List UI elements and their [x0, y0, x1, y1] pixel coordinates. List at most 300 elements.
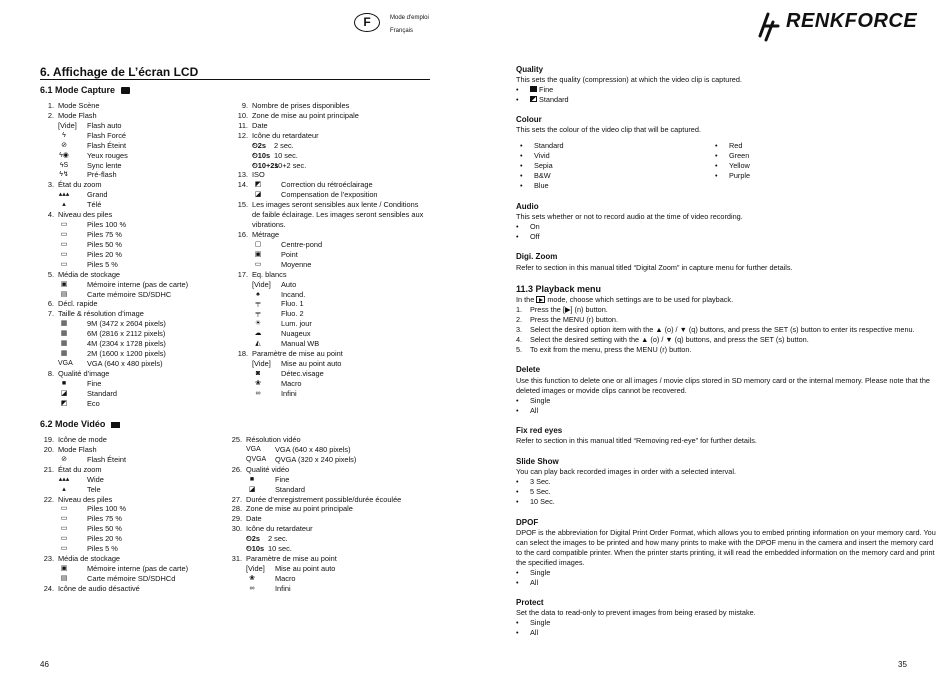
item-number: 6. [47, 299, 54, 309]
bullet-text: Yellow [729, 161, 750, 170]
setting-icon: ▭ [254, 260, 262, 268]
list-item [228, 504, 428, 514]
item-text: Nuageux [281, 329, 311, 339]
setting-icon: ◩ [254, 181, 262, 189]
timer-icon: ⏲2s [252, 140, 266, 150]
dpof-text-line: the specified images. [516, 558, 585, 567]
bullet-text: 10 Sec. [530, 497, 555, 506]
list-item [234, 230, 426, 240]
list-item [40, 260, 220, 270]
step-number: 5. [516, 345, 523, 354]
delete-heading: Delete [516, 365, 541, 374]
setting-icon: ▴ [62, 485, 66, 493]
item-number: 5. [47, 269, 54, 279]
list-item [40, 151, 220, 161]
item-text: Mise au point auto [281, 358, 342, 368]
setting-icon: ■ [61, 379, 67, 387]
setting-icon: ▭ [60, 545, 68, 553]
list-item [40, 101, 220, 111]
item-text: Incand. [281, 289, 306, 299]
item-text: Compensation de l’exposition [281, 190, 378, 200]
item-text: Télé [87, 200, 102, 210]
item-text: Tele [87, 484, 101, 494]
item-text: Infini [275, 583, 291, 593]
setting-icon: ∞ [255, 389, 261, 397]
item-text: 6M (2816 x 2112 pixels) [87, 329, 166, 339]
bullet-text: Blue [534, 181, 549, 190]
list-item [228, 544, 428, 554]
setting-icon: VGA [246, 445, 261, 453]
bullet-text: Single [530, 618, 551, 627]
list-item [228, 534, 428, 544]
item-number: 3. [47, 180, 54, 190]
bullet-text: All [530, 628, 539, 637]
bullet-mark: • [516, 618, 519, 627]
setting-icon: ◭ [255, 340, 261, 348]
delete-text-line1: Use this function to delete one or all images / movie clips stored in SD memory card or the internal memory. Please note that the [516, 376, 930, 385]
list-item [234, 151, 426, 161]
item-text: 10 sec. [268, 544, 292, 554]
fine-icon [530, 86, 537, 92]
list-item [228, 445, 428, 455]
list-item [40, 240, 220, 250]
list-item [40, 445, 220, 455]
list-item [234, 131, 426, 141]
item-text: Média de stockage [58, 554, 121, 564]
setting-icon: ■ [249, 475, 255, 483]
page-number-left: 46 [40, 660, 49, 669]
list-item [234, 329, 426, 339]
item-text: Point [281, 249, 298, 259]
list-item [40, 190, 220, 200]
item-number: 20. [43, 444, 54, 454]
item-text: Mise au point auto [275, 563, 336, 573]
item-text: 10 sec. [274, 150, 298, 160]
setting-icon: ▦ [60, 350, 68, 358]
setting-icon: ▭ [60, 505, 68, 513]
item-text: Carte mémoire SD/SDHCd [87, 573, 176, 583]
list-item [234, 200, 426, 210]
setting-icon: ▴▴▴ [58, 475, 70, 483]
item-text: Fine [275, 474, 290, 484]
page-number-right: 35 [898, 660, 907, 669]
step-number: 1. [516, 305, 523, 314]
list-item [228, 584, 428, 594]
list-item [40, 309, 220, 319]
step-number: 3. [516, 325, 523, 334]
camera-icon [121, 87, 130, 94]
item-text: Piles 5 % [87, 259, 118, 269]
setting-icon: ϟS [59, 161, 69, 169]
step-text: Select the desired option item with the ▲ (o) / ▼ (q) buttons, and press the SET (s) button to enter its respective menu. [530, 325, 915, 334]
list-item [228, 524, 428, 534]
setting-icon: ❀ [249, 574, 255, 582]
setting-icon: ▦ [60, 340, 68, 348]
list-item [228, 514, 428, 524]
item-text: Les images seront sensibles aux lente / Conditions [252, 200, 419, 210]
setting-icon: ▭ [60, 230, 68, 238]
item-number: 19. [43, 435, 54, 444]
item-number: 10. [237, 110, 248, 120]
list-item [234, 111, 426, 121]
bullet-mark: • [520, 181, 523, 190]
setting-icon: ♠ [256, 290, 260, 298]
list-item [40, 514, 220, 524]
item-text: Yeux rouges [87, 150, 128, 160]
item-text: Flash auto [87, 120, 122, 130]
list-item [234, 190, 426, 200]
setting-icon: VGA [58, 359, 73, 367]
setting-icon: ◪ [60, 389, 68, 397]
item-number: 24. [43, 583, 54, 593]
item-text: Détec.visage [281, 368, 324, 378]
step-text: To exit from the menu, press the MENU (r) button. [530, 345, 692, 354]
item-text: de faible éclairage. Les images seront sensibles aux [252, 210, 424, 220]
step-number: 4. [516, 335, 523, 344]
list-item [40, 485, 220, 495]
item-text: Wide [87, 474, 104, 484]
list-item [234, 121, 426, 131]
item-text: Centre-pond [281, 239, 323, 249]
setting-icon: ▢ [254, 240, 262, 248]
redeye-heading: Fix red eyes [516, 426, 563, 435]
item-text: Piles 50 % [87, 239, 122, 249]
sub-label: [Vide] [246, 563, 265, 573]
bullet-mark: • [520, 171, 523, 180]
list-item [40, 534, 220, 544]
setting-icon: ╤ [255, 300, 261, 308]
list-item [40, 524, 220, 534]
bullet-text: All [530, 578, 539, 587]
setting-icon: ◪ [248, 485, 256, 493]
setting-icon: ◩ [60, 399, 68, 407]
list-item [234, 240, 426, 250]
item-number: 2. [47, 110, 54, 120]
list-item [40, 210, 220, 220]
item-text: Standard [87, 388, 117, 398]
item-text: Mode Flash [58, 110, 97, 120]
list-item [234, 359, 426, 369]
list-item [40, 141, 220, 151]
item-text: Lum. jour [281, 319, 312, 329]
item-number: 4. [47, 210, 54, 220]
item-text: 4M (2304 x 1728 pixels) [87, 339, 166, 349]
step-number: 2. [516, 315, 523, 324]
bullet-mark: • [516, 232, 519, 241]
item-text: Carte mémoire SD/SDHC [87, 289, 172, 299]
item-text: Icône du retardateur [246, 524, 313, 534]
item-number: 26. [231, 464, 242, 474]
item-text: Mémoire interne (pas de carte) [87, 563, 189, 573]
setting-icon: ▭ [60, 260, 68, 268]
protect-heading: Protect [516, 598, 544, 607]
setting-icon: ❀ [255, 379, 261, 387]
item-text: Icône de mode [58, 435, 107, 444]
setting-icon: ∞ [249, 584, 255, 592]
bullet-text: On [530, 222, 540, 231]
item-text: Eq. blancs [252, 269, 287, 279]
setting-icon: ◪ [254, 191, 262, 199]
bullet-text: 5 Sec. [530, 487, 551, 496]
setting-icon: ☀ [254, 320, 262, 328]
list-item [40, 369, 220, 379]
list-item [40, 504, 220, 514]
quality-text: This sets the quality (compression) at which the video clip is captured. [516, 75, 742, 84]
item-text: Paramètre de mise au point [252, 349, 343, 359]
item-number: 29. [231, 514, 242, 524]
item-text: Correction du rétroéclairage [281, 180, 373, 190]
item-text: Piles 100 % [87, 220, 127, 230]
brand-logo-text: RENKFORCE [786, 10, 918, 32]
video-list-left [40, 435, 220, 594]
header-language-label: Français [390, 28, 414, 34]
timer-icon: ⏲10s [252, 150, 271, 160]
zoom-heading: Digi. Zoom [516, 252, 558, 261]
bullet-mark: • [520, 141, 523, 150]
slideshow-text: You can play back recorded images in order with a selected interval. [516, 467, 736, 476]
setting-icon: ◙ [255, 369, 261, 377]
dpof-text-line: DPOF is the abbreviation for Digital Print Order Format, which allows you to embed printing information on your memory card. You [516, 528, 936, 537]
setting-icon: ▤ [60, 290, 68, 298]
sub-label: [Vide] [58, 120, 77, 130]
item-number: 15. [237, 200, 248, 210]
sub-label: [Vide] [252, 358, 271, 368]
bullet-text: B&W [534, 171, 551, 180]
item-text: Mode Flash [58, 444, 97, 454]
bullet-text: Single [530, 568, 551, 577]
dpof-text-line: can select the images to be printed and how many prints to make with the DPOF menu in the camera and insert the memory card [516, 538, 934, 547]
list-item [40, 379, 220, 389]
list-item [40, 220, 220, 230]
setting-icon: ▭ [60, 221, 68, 229]
list-item [234, 270, 426, 280]
bullet-mark: • [516, 487, 519, 496]
item-text: Piles 75 % [87, 229, 122, 239]
item-text: Niveau des piles [58, 210, 113, 220]
item-text: Résolution vidéo [246, 435, 301, 444]
capture-list-left [40, 101, 220, 409]
timer-icon: ⏲2s [246, 534, 260, 544]
setting-icon: QVGA [246, 455, 267, 463]
item-text: 9M (3472 x 2604 pixels) [87, 319, 166, 329]
item-text: Sync lente [87, 160, 122, 170]
bullet-text: 3 Sec. [530, 477, 551, 486]
header-mode-label: Mode d'emploi [390, 15, 429, 21]
list-item [40, 290, 220, 300]
list-item [228, 554, 428, 564]
list-item [228, 495, 428, 505]
item-text: Qualité vidéo [246, 464, 290, 474]
item-number: 13. [237, 170, 248, 180]
item-text: Piles 50 % [87, 524, 122, 534]
item-text: Mode Scène [58, 101, 100, 110]
setting-icon: ▭ [60, 515, 68, 523]
item-text: Durée d’enregistrement possible/durée écoulée [246, 494, 402, 504]
item-number: 17. [237, 269, 248, 279]
bullet-mark: • [715, 141, 718, 150]
list-item [40, 121, 220, 131]
list-item [234, 349, 426, 359]
item-number: 1. [47, 101, 54, 110]
list-item [234, 379, 426, 389]
setting-icon: ▭ [60, 525, 68, 533]
audio-text: This sets whether or not to record audio at the time of video recording. [516, 212, 743, 221]
item-text: Fluo. 2 [281, 309, 304, 319]
list-item [40, 319, 220, 329]
setting-icon: ϟ [62, 131, 66, 139]
item-text: Fine [87, 378, 102, 388]
slideshow-heading: Slide Show [516, 457, 559, 466]
setting-icon: ☁ [254, 330, 262, 338]
setting-icon: ▣ [60, 564, 68, 572]
bullet-text: Sepia [534, 161, 553, 170]
list-item [40, 554, 220, 564]
setting-icon: ▤ [60, 574, 68, 582]
item-number: 31. [231, 554, 242, 564]
list-item [234, 290, 426, 300]
item-text: Nombre de prises disponibles [252, 101, 350, 110]
setting-icon: ▭ [60, 535, 68, 543]
list-item [234, 280, 426, 290]
list-item [234, 170, 426, 180]
list-item [234, 260, 426, 270]
setting-icon: ▴ [62, 201, 66, 209]
item-text: Moyenne [281, 259, 312, 269]
item-number: 7. [47, 309, 54, 319]
list-item [40, 544, 220, 554]
bullet-mark: • [520, 151, 523, 160]
item-text: Métrage [252, 229, 280, 239]
setting-icon: ϟ↯ [59, 171, 69, 179]
bullet-text: All [530, 406, 539, 415]
item-text: Piles 20 % [87, 534, 122, 544]
bullet-text: Off [530, 232, 540, 241]
item-number: 30. [231, 524, 242, 534]
list-item [234, 369, 426, 379]
bullet-mark: • [516, 568, 519, 577]
quality-heading: Quality [516, 65, 544, 74]
item-number: 28. [231, 504, 242, 514]
video-list-right [228, 435, 428, 594]
item-number: 25. [231, 435, 242, 444]
setting-icon: ▣ [60, 280, 68, 288]
item-text: Grand [87, 190, 108, 200]
list-item [40, 270, 220, 280]
list-item [40, 180, 220, 190]
list-item [228, 475, 428, 485]
setting-icon: ▣ [254, 250, 262, 258]
list-item [40, 584, 220, 594]
item-text: Date [252, 120, 268, 130]
item-text: Piles 100 % [87, 504, 127, 514]
bullet-mark: • [715, 161, 718, 170]
section-6-1-heading: 6.1 Mode Capture [40, 85, 130, 96]
list-item [40, 339, 220, 349]
protect-text: Set the data to read-only to prevent images from being erased by mistake. [516, 608, 756, 617]
bullet-mark: • [520, 161, 523, 170]
list-item [234, 319, 426, 329]
redeye-text: Refer to section in this manual titled “Removing red-eye” for further details. [516, 436, 757, 445]
bullet-text: Red [729, 141, 743, 150]
delete-text-line2: deleted images or movide clips cannot be recovered. [516, 386, 687, 395]
section-6-2-heading: 6.2 Mode Vidéo [40, 419, 120, 430]
section-title: 6. Affichage de L’écran LCD [40, 65, 199, 79]
list-item [234, 250, 426, 260]
list-item [234, 180, 426, 190]
item-text: Flash Forcé [87, 130, 127, 140]
list-item [40, 349, 220, 359]
list-item [228, 574, 428, 584]
list-item [40, 389, 220, 399]
item-text: Piles 75 % [87, 514, 122, 524]
bullet-text: Single [530, 396, 551, 405]
item-text: QVGA (320 x 240 pixels) [275, 454, 357, 464]
item-number: 9. [241, 101, 248, 110]
setting-icon: ╤ [255, 310, 261, 318]
zoom-text: Refer to section in this manual titled “Digital Zoom” in capture menu for further details. [516, 263, 793, 272]
standard-icon [530, 96, 537, 102]
bullet-mark: • [516, 628, 519, 637]
item-number: 21. [43, 464, 54, 474]
item-text: VGA (640 x 480 pixels) [275, 444, 351, 454]
list-item [40, 280, 220, 290]
step-text: Press the [▶] (n) button. [530, 305, 608, 314]
list-item [234, 339, 426, 349]
list-item [40, 574, 220, 584]
item-text: Zone de mise au point principale [246, 504, 353, 514]
list-item [40, 435, 220, 445]
item-text: 2 sec. [268, 534, 288, 544]
list-item [40, 111, 220, 121]
item-text: Flash Éteint [87, 454, 127, 464]
dpof-text-line: to the card compatible printer. When the printer starts printing, it will read the embedded information on the memory card and print [516, 548, 935, 557]
list-item [40, 399, 220, 409]
item-number: 8. [47, 368, 54, 378]
item-number: 18. [237, 349, 248, 359]
item-text: Eco [87, 398, 100, 408]
item-number: 11. [238, 120, 248, 130]
colour-heading: Colour [516, 115, 542, 124]
bullet-mark: • [715, 171, 718, 180]
item-number: 27. [231, 494, 242, 504]
dpof-heading: DPOF [516, 518, 539, 527]
item-text: Macro [281, 378, 302, 388]
bullet-text: Vivid [534, 151, 550, 160]
bullet-mark: • [516, 578, 519, 587]
list-item [40, 230, 220, 240]
item-number: 23. [43, 554, 54, 564]
item-text: Qualité d’image [58, 368, 110, 378]
item-text: Niveau des piles [58, 494, 113, 504]
item-text: État du zoom [58, 180, 102, 190]
playback-intro: In the mode, choose which settings are to be used for playback. [516, 295, 734, 304]
item-text: Icône du retardateur [252, 130, 319, 140]
bullet-mark: • [516, 497, 519, 506]
list-item [234, 309, 426, 319]
item-text: Macro [275, 573, 296, 583]
item-text: Piles 20 % [87, 249, 122, 259]
item-text: 2 sec. [274, 140, 294, 150]
audio-heading: Audio [516, 202, 539, 211]
language-badge: F [354, 13, 380, 32]
bullet-mark: • [715, 151, 718, 160]
list-item [234, 161, 426, 171]
list-item [40, 329, 220, 339]
bullet-text: Standard [534, 141, 564, 150]
item-text: Infini [281, 388, 297, 398]
list-item [40, 455, 220, 465]
colour-text: This sets the colour of the video clip that will be captured. [516, 125, 701, 134]
